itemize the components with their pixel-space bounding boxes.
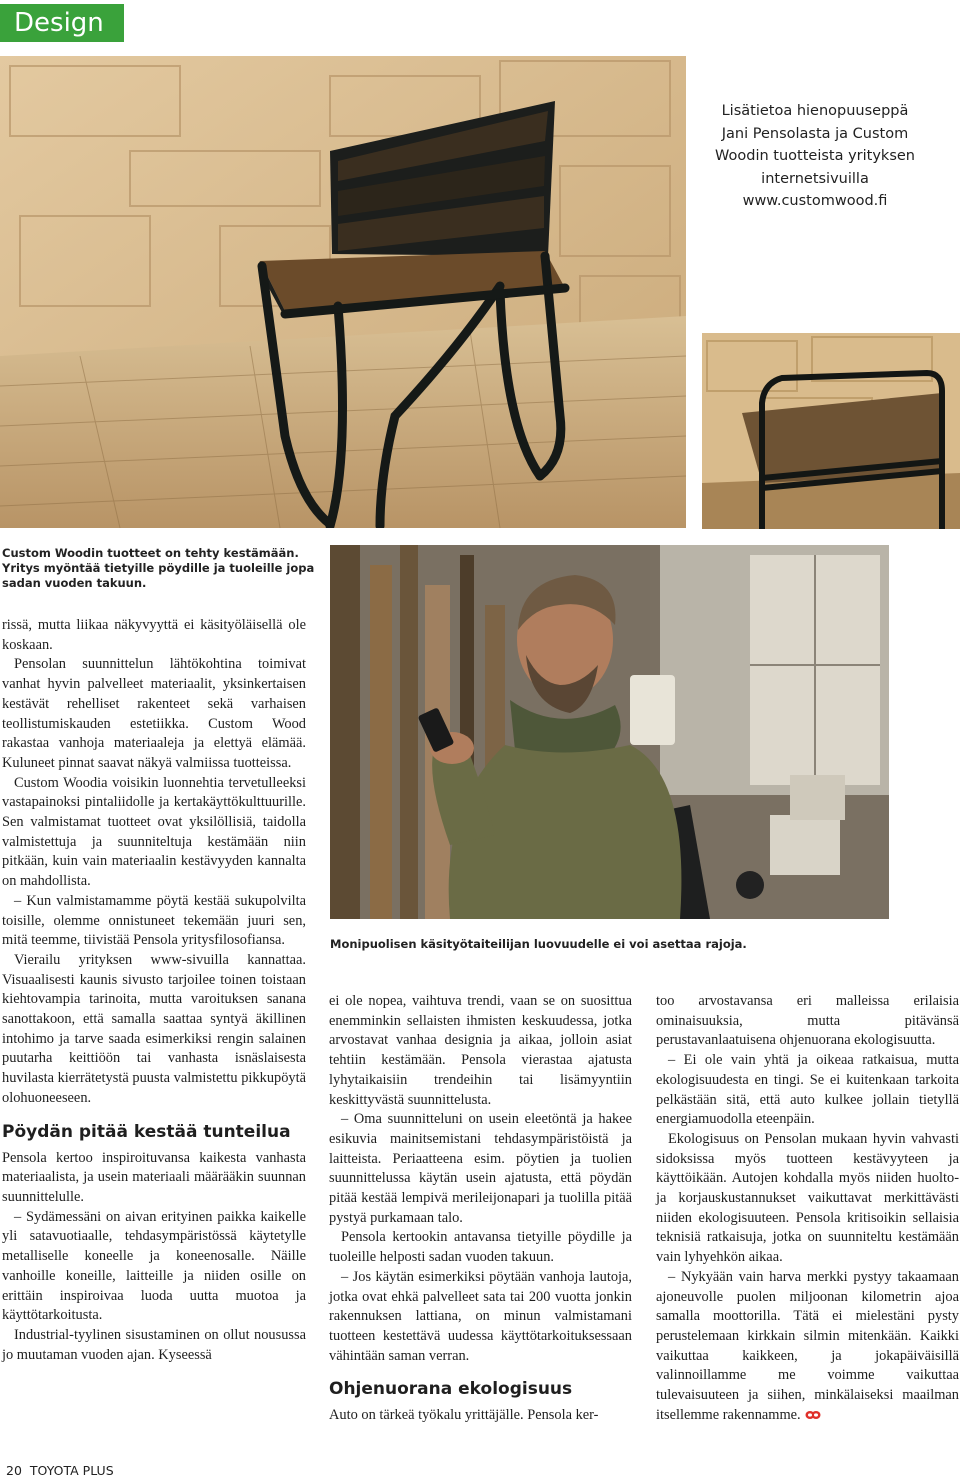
chair-caption	[2, 546, 322, 591]
page-number: 20	[6, 1463, 22, 1478]
paragraph: – Jos käytän esimerkiksi pöytään vanhoja lautoja, jotka ovat ehkä palvelleet sata tai 200 vuotta jonkin rakennuksen lattiana, on minun valmistamani tuotteen kestettävä uudessa käyttötarkoituksessaan vähintään saman verran.	[329, 1268, 632, 1364]
chair-photo	[0, 56, 686, 528]
paragraph	[656, 1268, 959, 1426]
paragraph-text: – Nykyään vain harva merkki pystyy takaamaan ajoneuvolle puolen miljoonan kilometrin ajoa samalla moottorilla. Tätä ei mielestäni pysty perustelemaan kirkkain silmin mitenkään. Kaikki vaikuttaa kaikkeen, ja jokapäiväisillä valinnoillamme me voimme vaikuttaa tulevaisuuteen ja siihen, minkälaiseksi maailman itsellemme rakennamme.	[656, 1268, 959, 1423]
paragraph: – Ei ole vain yhtä ja oikeaa ratkaisua, mutta ekologisuudesta en tingi. Se ei kuitenkaan tarkoita pelkästään sitä, että auto kulkee jollain tietyllä energiamuodolla eteenpäin.	[656, 1052, 959, 1128]
paragraph: Pensola kertoo inspiroituvansa kaikesta vanhasta materiaalista, ja usein materiaali määrääkin suunnan suunnittelulle.	[2, 1149, 306, 1205]
magazine-name: TOYOTA PLUS	[29, 1463, 114, 1478]
info-line: internetsivuilla	[761, 170, 869, 187]
page-footer	[6, 1463, 114, 1478]
portrait-caption: Monipuolisen käsityötaiteilijan luovuudelle ei voi asettaa rajoja.	[330, 937, 747, 951]
article-column-3	[656, 992, 959, 1425]
article-column-2	[329, 992, 632, 1426]
chair-photo-art	[0, 56, 686, 528]
section-heading: Pöydän pitää kestää tunteilua	[2, 1121, 291, 1142]
paragraph: Auto on tärkeä työkalu yrittäjälle. Pensola ker-	[329, 1407, 599, 1424]
caption-line: Yritys myöntää tietyille pöydille ja tuoleille jopa	[2, 561, 315, 575]
paragraph: Custom Woodia voisikin luonnehtia tervetulleeksi vastapainoksi pintaliidolle ja kertakäyttökulttuurille. Sen valmistamat tuotteet ovat yksilöllisiä, taidolla valmistettuja ja suunniteltuja kestämään niin pitkään, kuin vain materiaalin kestävyyden kannalta on mahdollista.	[2, 774, 306, 890]
paragraph: – Oma suunnitteluni on usein eleetöntä ja hakee esikuvia mainitsemistani tehdasympäristöistä ja laitteista. Periaatteena esim. pöytien ja tuolien suunnittelussa käytän usein ajatusta, että pöydän pitää kestää lempivä merileijonapari ja tuolilla pitää pystyä purkamaan talo.	[329, 1111, 632, 1226]
section-label: Design	[0, 4, 124, 42]
end-mark-icon	[805, 1410, 821, 1420]
caption-line: sadan vuoden takuun.	[2, 576, 147, 590]
paragraph: – Kun valmistamamme pöytä kestää sukupolvilta toisille, olemme onnistuneet tekemään juuri sen, mitä teemme, tiivistää Pensola yritysfilosofiansa.	[2, 892, 306, 949]
paragraph: Ekologisuus on Pensolan mukaan hyvin vahvasti sidoksissa myös tuotteen kestävyyteen ja käyttöikään. Autojen kohdalla myös niiden huolto- ja korjauskustannukset vaikuttavat merkittävästi niiden ekologisuuteen. Pensola kritisoikin sellaisia teknisiä ratkaisuja, jotka on suunniteltu kestämään vain lyhyehkön aikaa.	[656, 1130, 959, 1266]
paragraph: ei ole nopea, vaihtuva trendi, vaan se on suosittua enemminkin sellaisten ihmisten keskuudessa, jotka arvostavat vanhaa designia ja aikaa, jolloin asiat tehtiin kestämään. Pensola vierastaa ajatusta lyhytaikaisiin trendeihin tai lisämyyntiin keskittyvästä suunnittelusta.	[329, 993, 632, 1108]
section-heading: Ohjenuorana ekologisuus	[329, 1379, 573, 1400]
info-line: Woodin tuotteista yrityksen	[715, 148, 915, 164]
bench-photo	[702, 333, 960, 529]
paragraph: Industrial-tyylinen sisustaminen on ollut nousussa jo muutaman vuoden ajan. Kyseessä	[2, 1326, 306, 1363]
info-box	[700, 100, 930, 213]
paragraph: Vierailu yrityksen www-sivuilla kannattaa. Visuaalisesti kaunis sivusto tarjoilee toinen toistaan kiehtovampia tarinoita, mutta varoituksen sanana sanottakoon, että samalla saattaa syntyä äkillinen intohimo ja tarve saada esimerkiksi rengin salainen puutarha keittiöön tai vanhasta isnäslaisesta huvilasta kierrätetystä puusta valmistettu pikkupöytä olohuoneeseen.	[2, 951, 306, 1106]
bench-photo-art	[702, 333, 960, 529]
info-line: Lisätietoa hienopuuseppä	[721, 103, 909, 119]
caption-line: Custom Woodin tuotteet on tehty kestämään.	[2, 546, 299, 560]
paragraph: Pensola kertookin antavansa tietyille pöydille ja tuoleille helposti sadan vuoden takuun.	[329, 1229, 632, 1266]
info-line: Jani Pensolasta ja Custom	[721, 125, 909, 142]
portrait-photo	[330, 545, 889, 919]
article-column-1	[2, 616, 306, 1365]
paragraph: Pensolan suunnittelun lähtökohtina toimivat vanhat hyvin palvelleet materiaalit, yksinkertaisen kestävät rehelliset rakenteet sekä varhaisen teollistumiskauden estetiikka. Custom Wood rakastaa vanhoja materiaaleja ja elettyä elämää. Kuluneet pinnat saavat näkyä valmiissa tuotteissa.	[2, 656, 306, 771]
paragraph: rissä, mutta liikaa näkyvyyttä ei käsityöläisellä ole koskaan.	[2, 617, 306, 653]
info-website-link[interactable]: www.customwood.fi	[742, 193, 888, 209]
portrait-photo-art	[330, 545, 889, 919]
paragraph: too arvostavansa eri malleissa erilaisia ominaisuuksia, mutta pitävänsä perustavanlaatuisena ohjenuorana ekologisuutta.	[656, 993, 959, 1049]
paragraph: – Sydämessäni on aivan erityinen paikka kaikelle yli satavuotiaalle, tehdasympäristössä käytetylle metalliselle koneelle ja koneenosalle. Näille vanhoille koneille, laitteille ja niiden osille on erittäin inspiroivaa luoda uutta muotoa ja käyttötarkoitusta.	[2, 1208, 306, 1324]
